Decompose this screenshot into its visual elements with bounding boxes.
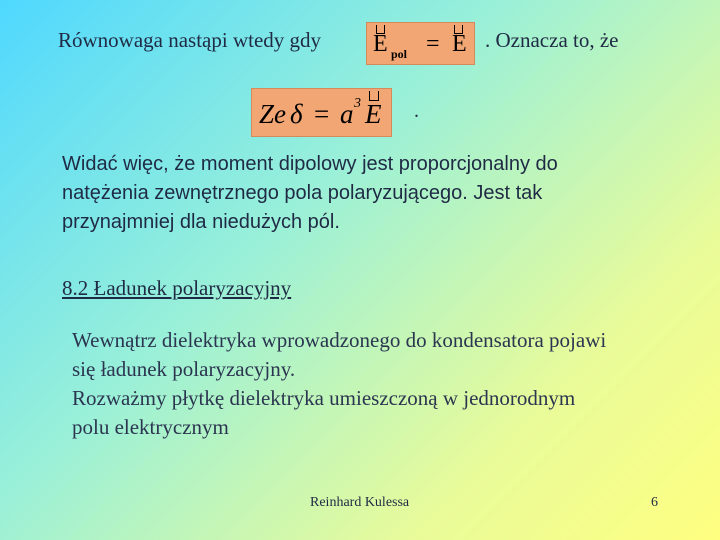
equation-e-pol-equals-e: [366, 22, 475, 65]
paragraph-dipole-moment: [62, 150, 642, 237]
intro-text: Równowaga nastąpi wtedy gdy: [58, 28, 322, 52]
paragraph2-line: polu elektrycznym: [72, 415, 229, 439]
eq2-e: E: [365, 99, 382, 129]
paragraph-polarization-charge: [72, 326, 702, 442]
eq2-exponent: 3: [354, 96, 361, 111]
paragraph2-line: Wewnątrz dielektryka wprowadzonego do kondensatora pojawi: [72, 328, 607, 352]
page-number: 6: [651, 495, 658, 510]
section-heading: 8.2 Ładunek polaryzacyjny: [62, 276, 292, 300]
paragraph1-line: przynajmniej dla niedużych pól.: [62, 211, 340, 233]
intro-continuation: . Oznacza to, że: [485, 28, 619, 52]
eq2-ze: Ze: [259, 99, 286, 129]
paragraph1-line: natężenia zewnętrznego pola polaryzującego. Jest tak: [62, 182, 543, 204]
equation-period: .: [414, 100, 419, 122]
paragraph1-line: Widać więc, że moment dipolowy jest proporcjonalny do: [62, 153, 558, 175]
eq2-a: a: [340, 99, 354, 129]
eq1-lhs: E: [373, 31, 388, 57]
eq2-delta: δ: [290, 99, 303, 129]
eq2-operator: =: [314, 99, 330, 129]
paragraph2-line: Rozważmy płytkę dielektryka umieszczoną w jednorodnym: [72, 386, 576, 410]
footer-author: Reinhard Kulessa: [310, 495, 410, 510]
paragraph2-line: się ładunek polaryzacyjny.: [72, 357, 296, 381]
eq1-operator: =: [426, 31, 440, 57]
equation-ze-delta: [251, 88, 392, 137]
eq1-rhs: E: [452, 31, 467, 57]
eq1-subscript: pol: [391, 47, 408, 61]
